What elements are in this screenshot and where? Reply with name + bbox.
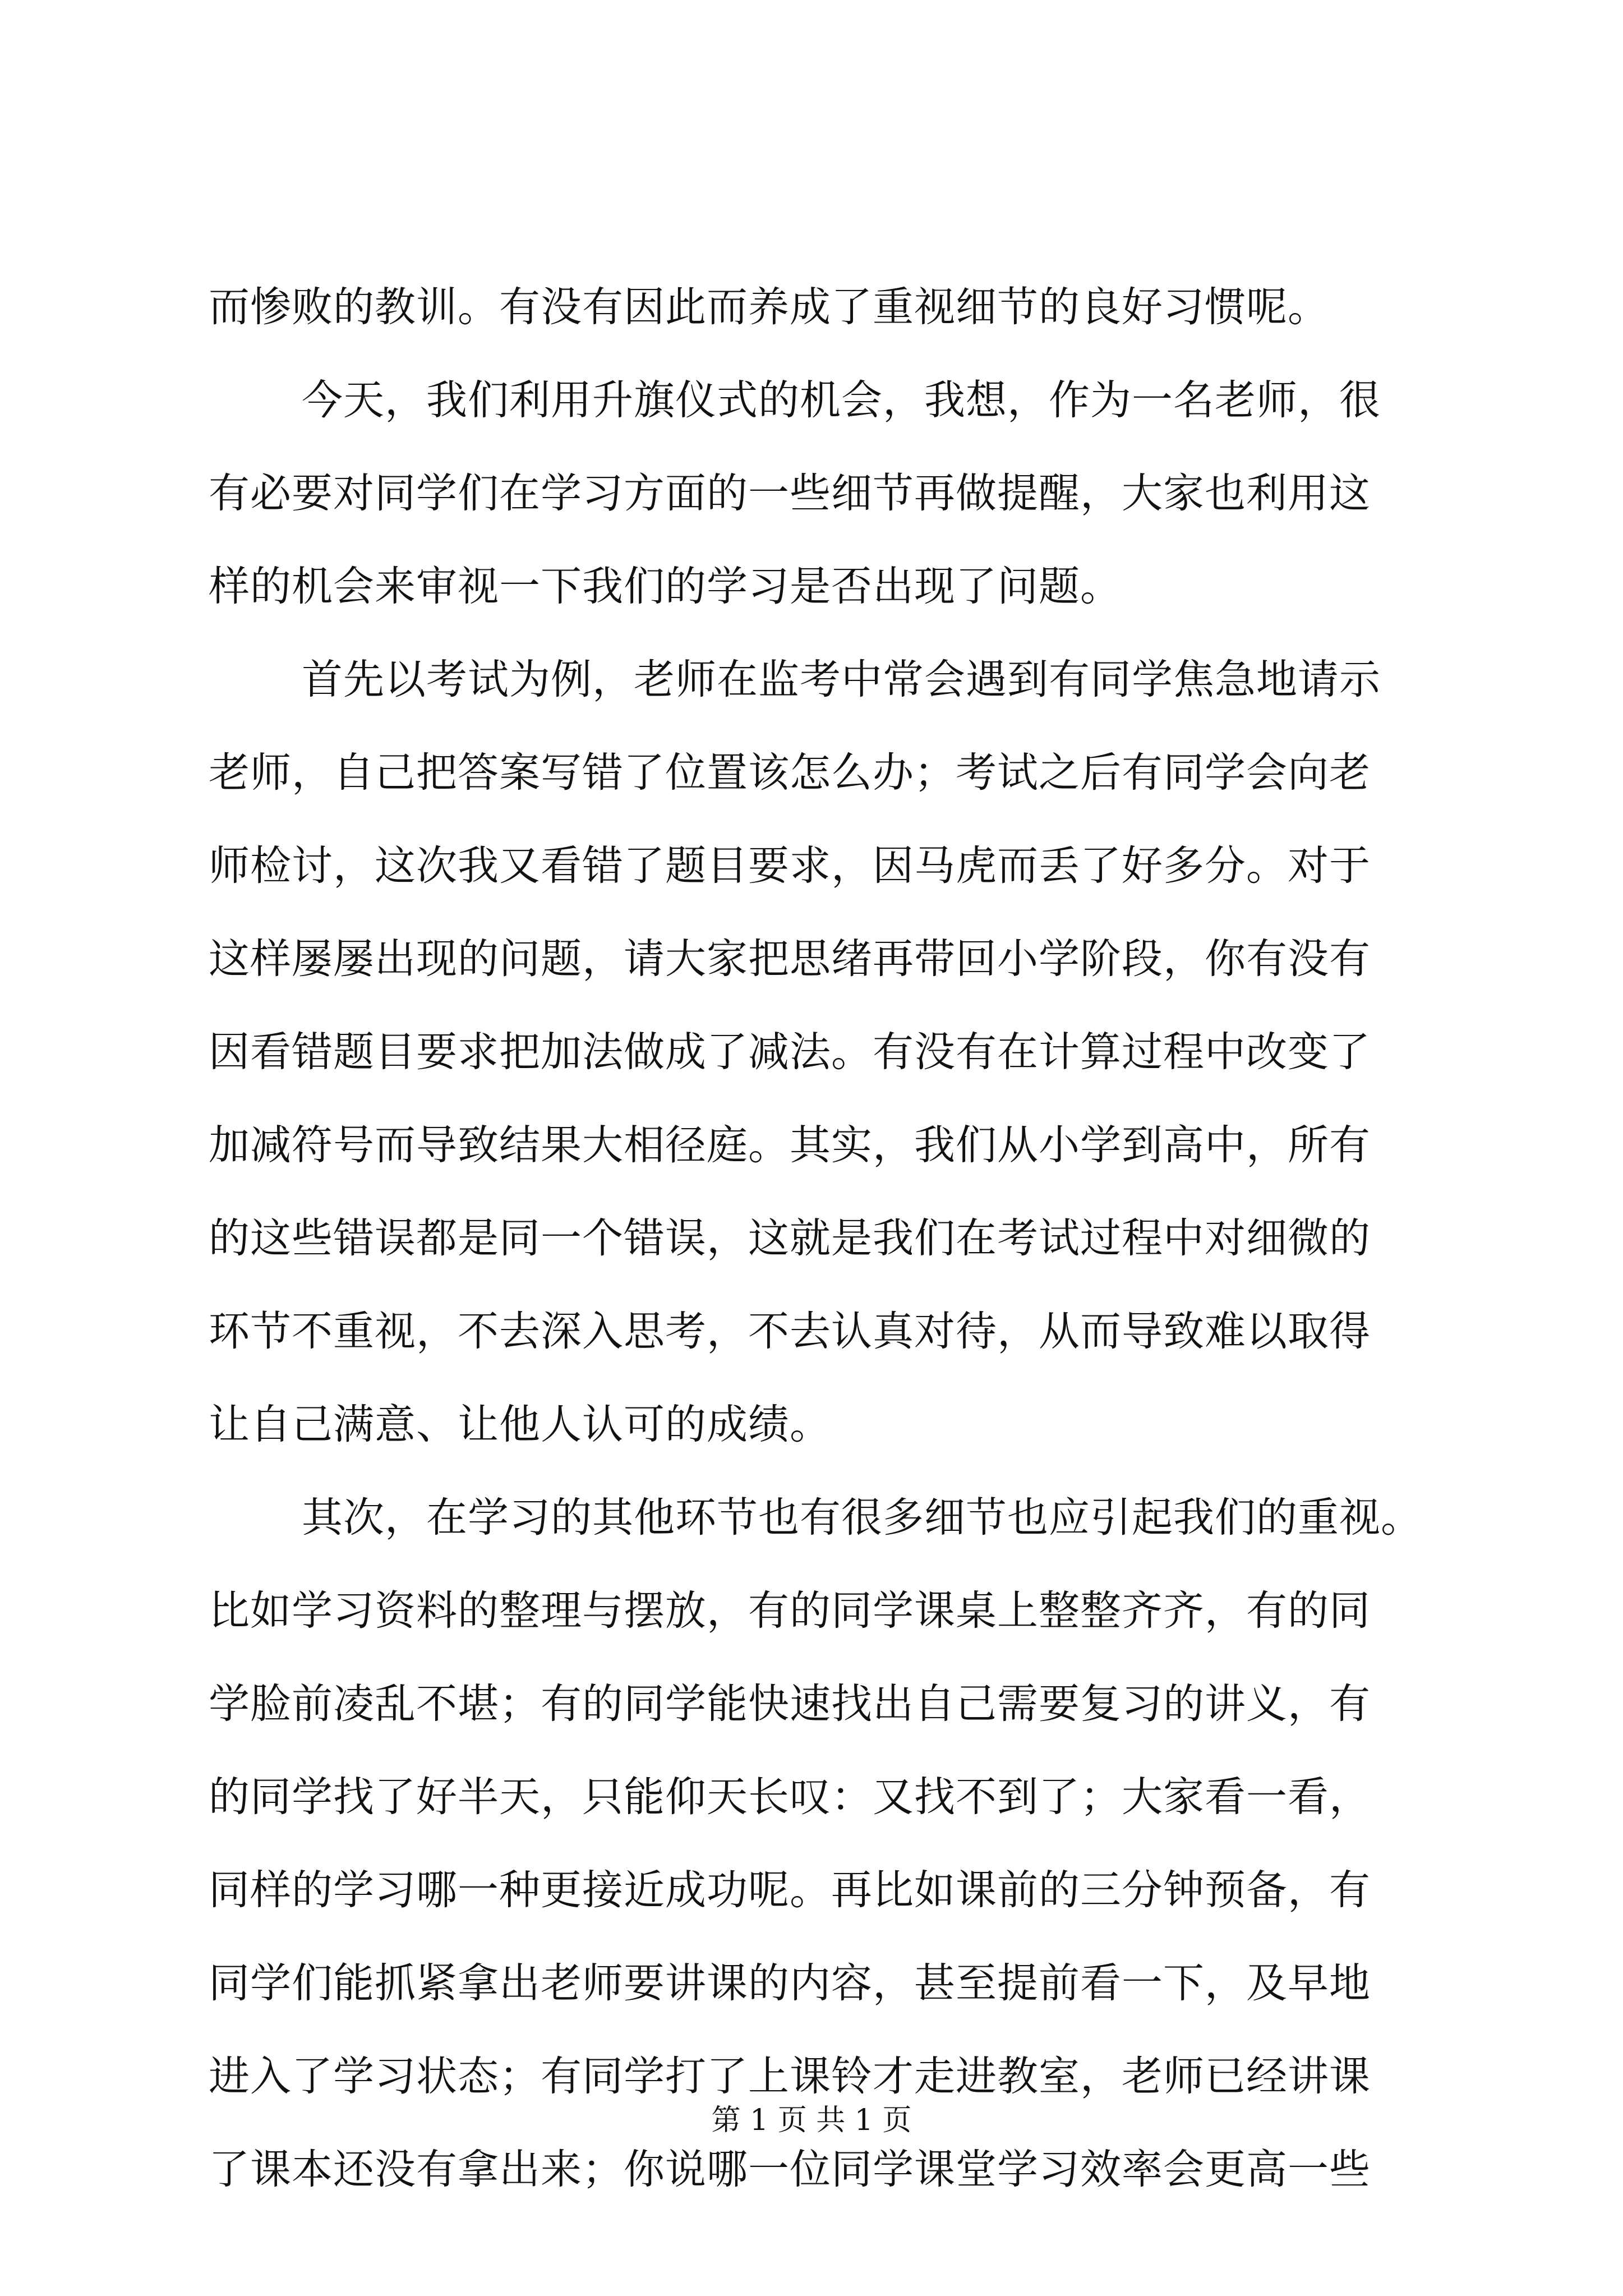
- document-body: [209, 261, 1422, 2216]
- text-line: 进入了学习状态；有同学打了上课铃才走进教室，老师已经讲课: [209, 2053, 1371, 2100]
- text-line: 师检讨，这次我又看错了题目要求，因马虎而丢了好多分。对于: [209, 842, 1371, 890]
- text-line: 环节不重视，不去深入思考，不去认真对待，从而导致难以取得: [209, 1308, 1371, 1355]
- text-line: 加减符号而导致结果大相径庭。其实，我们从小学到高中，所有: [209, 1121, 1371, 1169]
- text-line: 样的机会来审视一下我们的学习是否出现了问题。: [209, 563, 1122, 610]
- text-line: 了课本还没有拿出来；你说哪一位同学课堂学习效率会更高一些: [209, 2146, 1371, 2193]
- paragraph-start-line: 其次，在学习的其他环节也有很多细节也应引起我们的重视。: [302, 1494, 1422, 1542]
- text-line: 学脸前凌乱不堪；有的同学能快速找出自己需要复习的讲义，有: [209, 1680, 1371, 1728]
- text-line: 因看错题目要求把加法做成了减法。有没有在计算过程中改变了: [209, 1028, 1371, 1076]
- paragraph-start-line: 首先以考试为例，老师在监考中常会遇到有同学焦急地请示: [302, 656, 1381, 703]
- text-line: 老师，自己把答案写错了位置该怎么办；考试之后有同学会向老: [209, 749, 1371, 797]
- text-line: 比如学习资料的整理与摆放，有的同学课桌上整整齐齐，有的同: [209, 1587, 1371, 1635]
- text-line: 而惨败的教训。有没有因此而养成了重视细节的良好习惯呢。: [209, 283, 1329, 331]
- text-line: 同学们能抓紧拿出老师要讲课的内容，甚至提前看一下，及早地: [209, 1959, 1371, 2007]
- page-number-label: 第 1 页 共 1 页: [711, 2104, 912, 2137]
- page-footer: [0, 2098, 1623, 2143]
- text-line: 有必要对同学们在学习方面的一些细节再做提醒，大家也利用这: [209, 470, 1371, 517]
- text-line: 同样的学习哪一种更接近成功呢。再比如课前的三分钟预备，有: [209, 1866, 1371, 1914]
- text-line: 这样屡屡出现的问题，请大家把思绪再带回小学阶段，你有没有: [209, 935, 1371, 983]
- text-line: 的这些错误都是同一个错误，这就是我们在考试过程中对细微的: [209, 1214, 1371, 1262]
- text-line: 的同学找了好半天，只能仰天长叹：又找不到了；大家看一看，: [209, 1773, 1371, 1821]
- paragraph-start-line: 今天，我们利用升旗仪式的机会，我想，作为一名老师，很: [302, 376, 1381, 424]
- text-line: 让自己满意、让他人认可的成绩。: [209, 1401, 831, 1448]
